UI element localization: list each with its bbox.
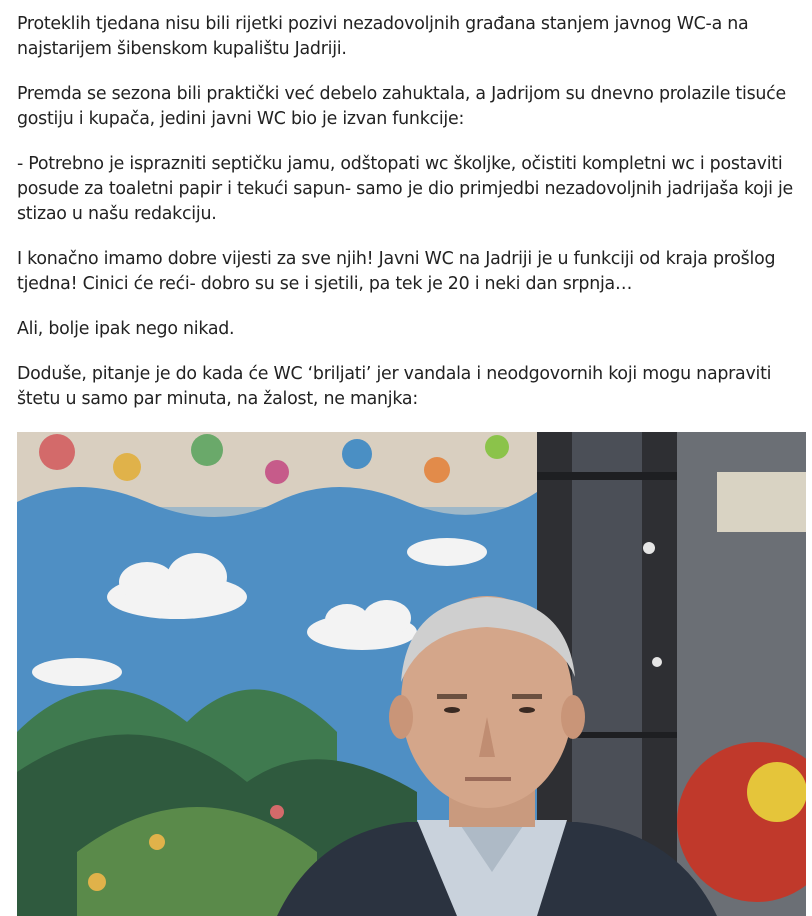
article-paragraph: Proteklih tjedana nisu bili rijetki pozivi nezadovoljnih građana stanjem javnog WC-a na najstarijem šibenskom kupalištu Jadriji. [17, 14, 749, 59]
article-photo[interactable] [17, 432, 806, 916]
article-paragraph: - Potrebno je isprazniti septičku jamu, odštopati wc školjke, očistiti kompletni wc i postaviti posude za toaletni papir i tekući sapun- samo je dio primjedbi nezadovoljnih jadrijaša koji je stizao u našu redakciju. [17, 154, 793, 224]
photo-man-in-front-of-mural [17, 432, 806, 916]
article-paragraph: Doduše, pitanje je do kada će WC ‘briljati’ jer vandala i neodgovornih koji mogu napraviti štetu u samo par minuta, na žalost, ne manjka: [17, 364, 772, 409]
article-paragraph: Premda se sezona bili praktički već debelo zahuktala, a Jadrijom su dnevno prolazile tisuće gostiju i kupača, jedini javni WC bio je izvan funkcije: [17, 84, 786, 129]
article-paragraph: Ali, bolje ipak nego nikad. [17, 319, 235, 339]
article-paragraph: I konačno imamo dobre vijesti za sve njih! Javni WC na Jadriji je u funkciji od kraja prošlog tjedna! Cinici će reći- dobro su se i sjetili, pa tek je 20 i neki dan srpnja… [17, 249, 776, 294]
